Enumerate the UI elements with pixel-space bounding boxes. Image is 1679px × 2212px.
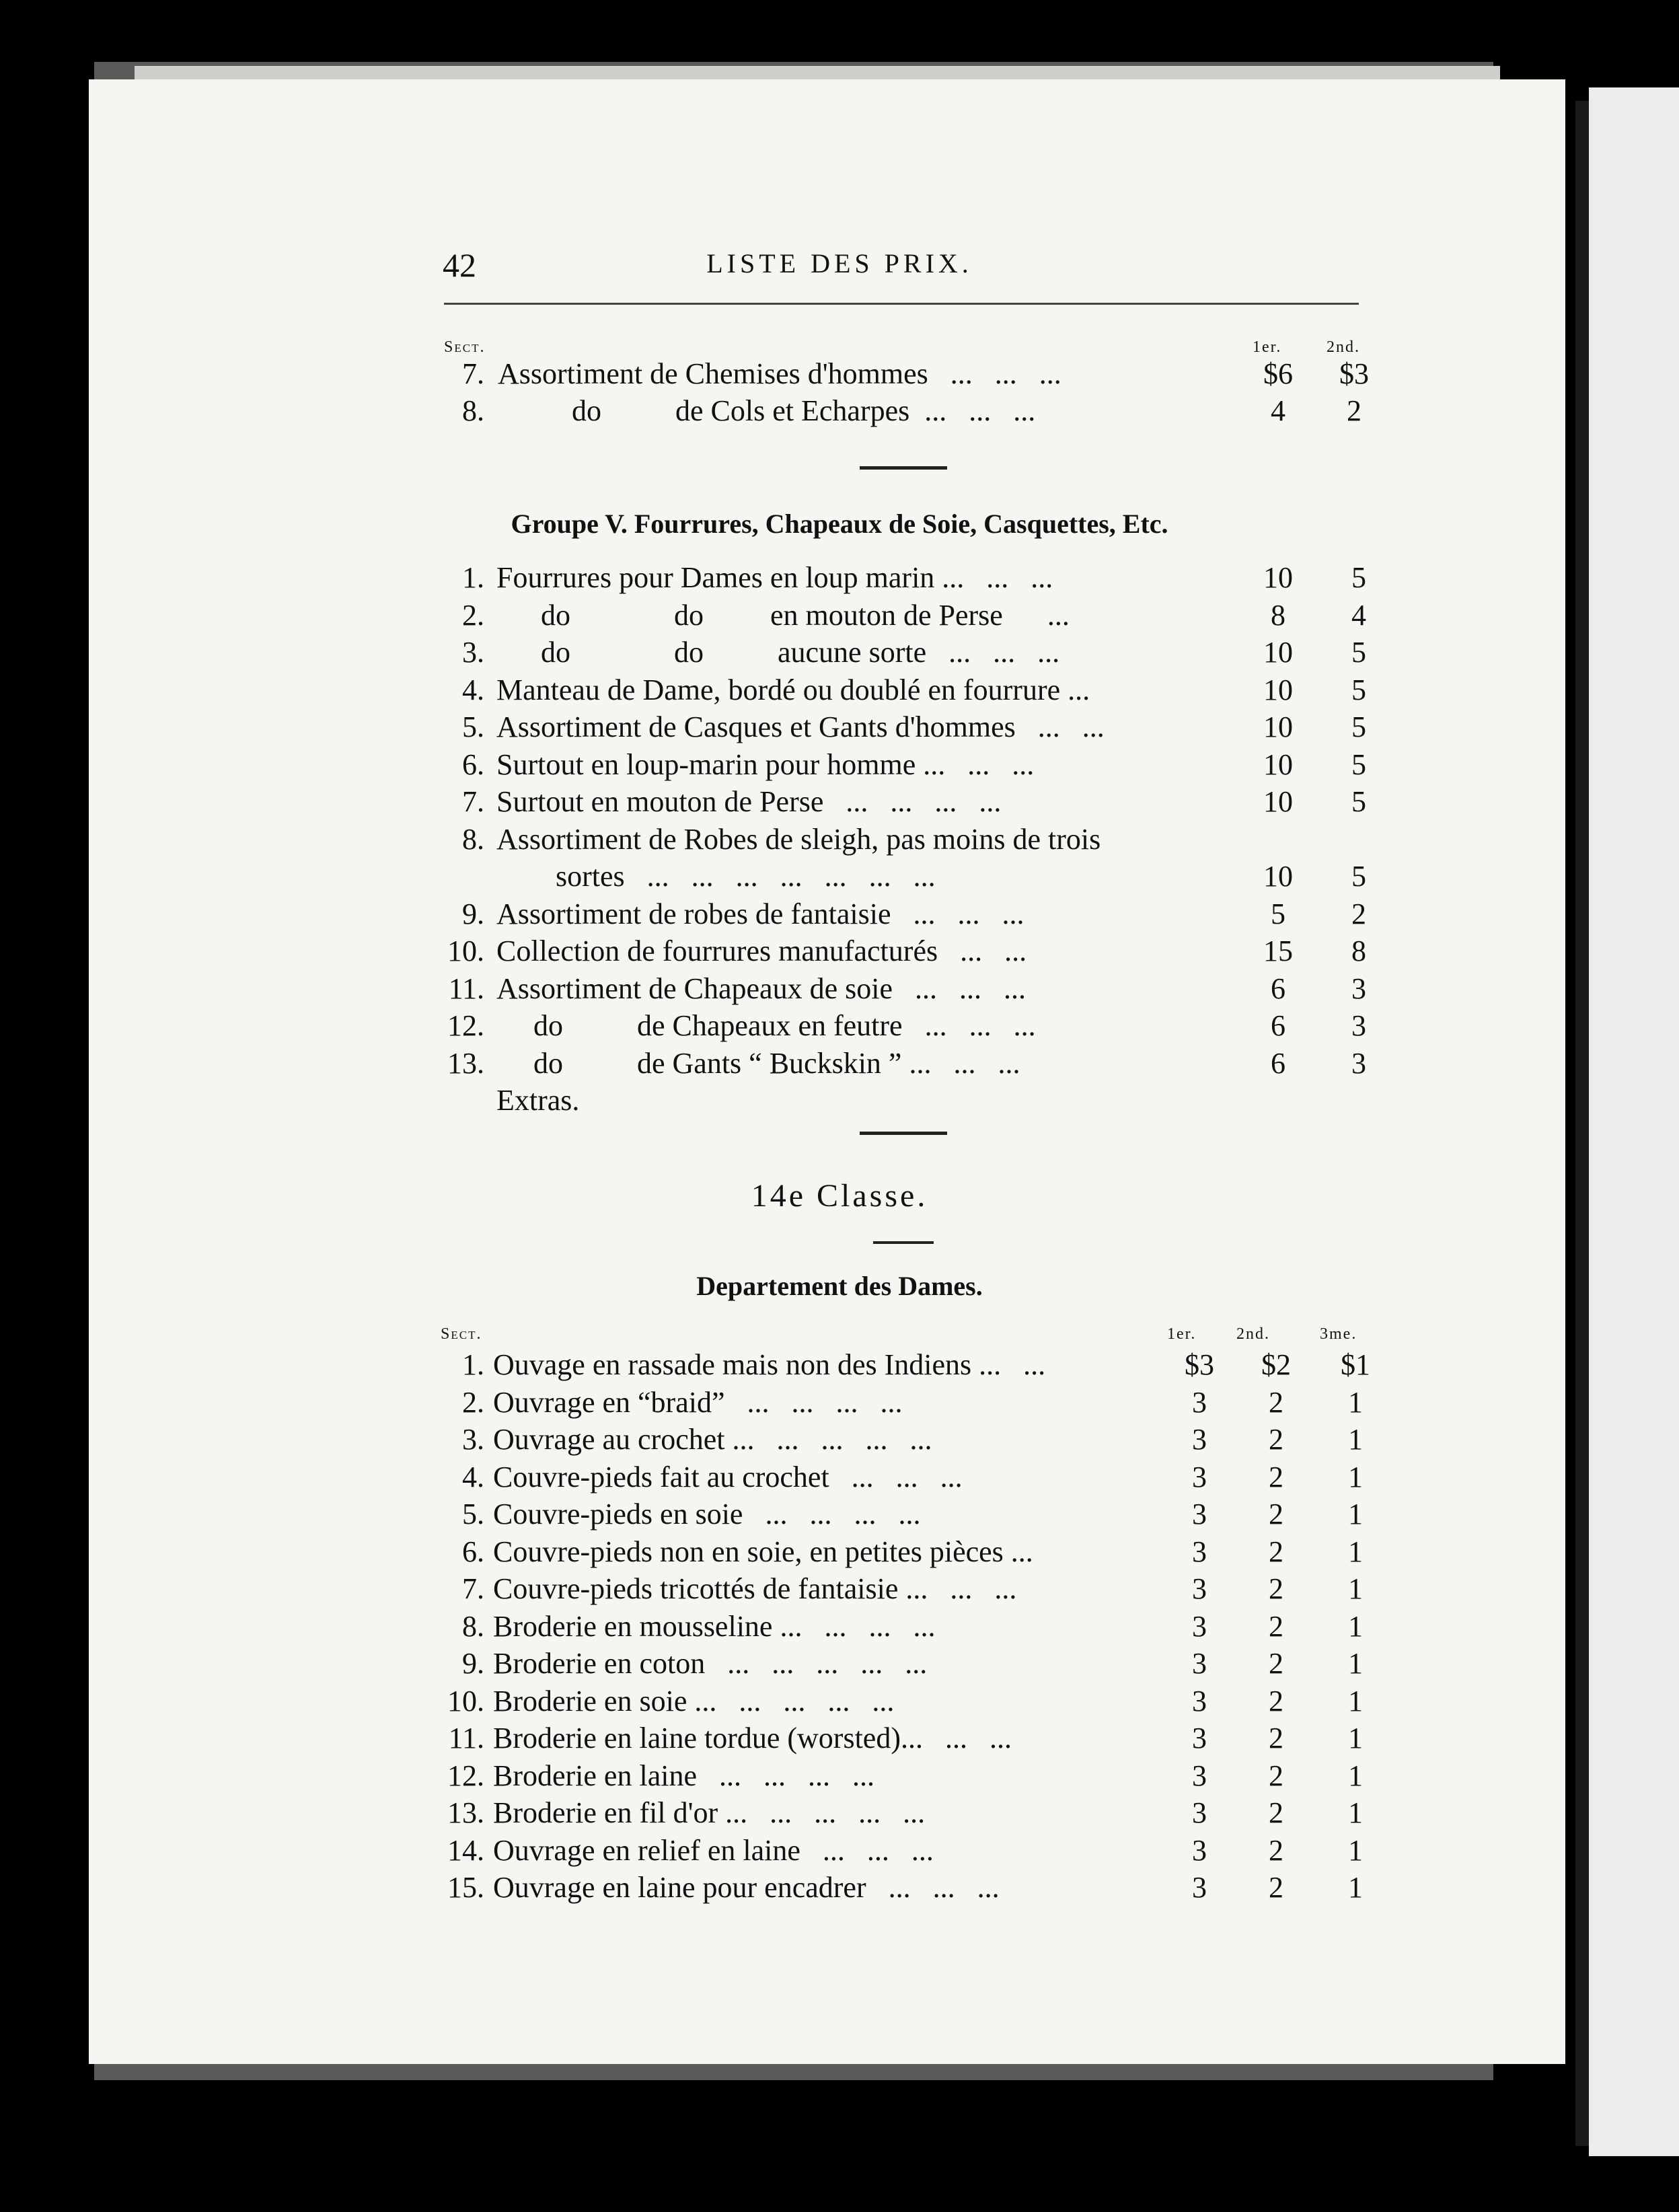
section-rule: [873, 1241, 934, 1244]
first-prize: 3: [1192, 1722, 1207, 1755]
table-row: [0, 1083, 1679, 1121]
third-prize: 1: [1348, 1498, 1363, 1531]
row-description: Ouvrage au crochet ... ... ... ... ...: [493, 1423, 932, 1456]
row-description: Broderie en laine ... ... ... ...: [493, 1759, 874, 1792]
first-prize: $6: [1263, 357, 1293, 390]
row-number: 9.: [462, 1647, 484, 1680]
second-prize: $3: [1339, 357, 1369, 390]
row-description: Fourrures pour Dames en loup marin ... ... ...: [496, 561, 1053, 594]
header-rule: [444, 303, 1359, 305]
second-prize: 2: [1351, 897, 1366, 930]
first-prize: 3: [1192, 1759, 1207, 1792]
row-number: 6.: [462, 747, 484, 781]
table-row: [0, 598, 1679, 636]
first-prize: 3: [1192, 1460, 1207, 1494]
row-description: Broderie en fil d'or ... ... ... ... ...: [493, 1796, 926, 1829]
second-prize: 2: [1269, 1423, 1283, 1456]
row-number: 14.: [447, 1833, 484, 1867]
table-row: [0, 1796, 1679, 1833]
row-description: Assortiment de Chemises d'hommes ... ... ...: [498, 357, 1061, 390]
col-first-header: 1er.: [1253, 338, 1282, 356]
table-row: [0, 1646, 1679, 1684]
second-prize: 2: [1269, 1759, 1283, 1792]
first-prize: 3: [1192, 1684, 1207, 1718]
table-row: [0, 1348, 1679, 1385]
table-row: [0, 897, 1679, 934]
row-number: 4.: [462, 1460, 484, 1494]
first-prize: 8: [1271, 598, 1285, 632]
second-prize: 2: [1269, 1535, 1283, 1568]
table-row: [0, 1684, 1679, 1722]
row-number: 5.: [462, 710, 484, 743]
second-prize: 3: [1351, 1009, 1366, 1042]
table-row: [0, 1609, 1679, 1647]
first-prize: 3: [1192, 1871, 1207, 1904]
scan-border: [0, 2156, 1679, 2212]
row-number: 15.: [447, 1871, 484, 1904]
row-description: Couvre-pieds fait au crochet ... ... ...: [493, 1460, 963, 1494]
row-description: Assortiment de Robes de sleigh, pas moins de trois: [496, 822, 1101, 856]
first-prize: 10: [1263, 636, 1293, 669]
row-number: 7.: [462, 785, 484, 818]
third-prize: $1: [1341, 1348, 1370, 1381]
second-prize: 2: [1269, 1833, 1283, 1867]
second-prize: 2: [1269, 1498, 1283, 1531]
first-prize: 5: [1271, 897, 1285, 930]
row-number: 7.: [462, 1572, 484, 1605]
first-prize: 3: [1192, 1572, 1207, 1605]
first-prize: 10: [1263, 561, 1293, 594]
row-number: 12.: [447, 1009, 484, 1042]
second-prize: 2: [1269, 1647, 1283, 1680]
row-description: Collection de fourrures manufacturés ... ...: [496, 934, 1027, 967]
page-title: LISTE DES PRIX.: [706, 248, 973, 279]
row-description: Ouvrage en relief en laine ... ... ...: [493, 1833, 934, 1867]
row-description: Ouvage en rassade mais non des Indiens ... ...: [493, 1348, 1046, 1381]
first-prize: 15: [1263, 934, 1293, 967]
third-prize: 1: [1348, 1722, 1363, 1755]
table-row: [0, 934, 1679, 971]
row-description: do do en mouton de Perse ...: [496, 598, 1070, 632]
table-row: [0, 1497, 1679, 1535]
row-description: Couvre-pieds non en soie, en petites pièces ...: [493, 1535, 1033, 1568]
col-second-header: 2nd.: [1236, 1325, 1270, 1343]
first-prize: 10: [1263, 710, 1293, 743]
col-third-header: 3me.: [1320, 1325, 1357, 1343]
third-prize: 1: [1348, 1572, 1363, 1605]
table-row: [0, 822, 1679, 860]
row-description: Broderie en mousseline ... ... ... ...: [493, 1609, 936, 1643]
row-description: do do aucune sorte ... ... ...: [496, 636, 1060, 669]
first-prize: 3: [1192, 1647, 1207, 1680]
first-prize: 10: [1263, 860, 1293, 893]
third-prize: 1: [1348, 1460, 1363, 1494]
second-prize: 5: [1351, 561, 1366, 594]
table-row: [0, 1046, 1679, 1084]
second-prize: 2: [1269, 1609, 1283, 1643]
class-title: 14e Classe.: [751, 1178, 928, 1214]
row-number: 12.: [447, 1759, 484, 1792]
row-number: 11.: [448, 971, 484, 1005]
row-number: 3.: [462, 636, 484, 669]
row-number: 2.: [462, 1385, 484, 1419]
sect-header: Sect.: [444, 338, 486, 356]
second-prize: 2: [1269, 1871, 1283, 1904]
row-description: Extras.: [496, 1084, 580, 1117]
third-prize: 1: [1348, 1385, 1363, 1419]
first-prize: 10: [1263, 747, 1293, 781]
col-second-header: 2nd.: [1327, 338, 1360, 356]
row-number: 2.: [462, 598, 484, 632]
row-number: 3.: [462, 1423, 484, 1456]
row-number: 13.: [447, 1046, 484, 1080]
first-prize: 3: [1192, 1498, 1207, 1531]
table-row: [0, 635, 1679, 673]
row-number: 6.: [462, 1535, 484, 1568]
group-title: Groupe V. Fourrures, Chapeaux de Soie, Casquettes, Etc.: [511, 509, 1168, 539]
third-prize: 1: [1348, 1535, 1363, 1568]
table-row: [0, 784, 1679, 822]
row-description: Assortiment de robes de fantaisie ... ... ...: [496, 897, 1024, 930]
row-number: 13.: [447, 1796, 484, 1829]
first-prize: $3: [1185, 1348, 1214, 1381]
second-prize: 5: [1351, 673, 1366, 706]
dept-title: Departement des Dames.: [696, 1271, 983, 1301]
table-row: [0, 1870, 1679, 1908]
table-row: [0, 1759, 1679, 1796]
row-number: 10.: [447, 1684, 484, 1718]
first-prize: 4: [1271, 394, 1285, 427]
row-description: Ouvrage en laine pour encadrer ... ... ...: [493, 1871, 1000, 1904]
table-row: [0, 560, 1679, 598]
table-row: [0, 394, 1679, 431]
second-prize: 8: [1351, 934, 1366, 967]
table-row: [0, 673, 1679, 710]
second-prize: 3: [1351, 971, 1366, 1005]
second-prize: 2: [1269, 1385, 1283, 1419]
sect-header: Sect.: [441, 1325, 482, 1343]
third-prize: 1: [1348, 1647, 1363, 1680]
row-description: Surtout en loup-marin pour homme ... ... ...: [496, 747, 1035, 781]
second-prize: 2: [1269, 1572, 1283, 1605]
row-description: Couvre-pieds tricottés de fantaisie ... ... ...: [493, 1572, 1017, 1605]
row-number: 8.: [462, 822, 484, 856]
row-number: 1.: [462, 561, 484, 594]
second-prize: 5: [1351, 860, 1366, 893]
third-prize: 1: [1348, 1684, 1363, 1718]
table-row: [0, 1535, 1679, 1572]
second-prize: 5: [1351, 785, 1366, 818]
section-rule: [860, 466, 947, 470]
row-description: Assortiment de Chapeaux de soie ... ... ...: [496, 971, 1026, 1005]
page-number: 42: [443, 246, 476, 284]
row-description: do de Gants “ Buckskin ” ... ... ...: [496, 1046, 1020, 1080]
first-prize: 3: [1192, 1423, 1207, 1456]
first-prize: 3: [1192, 1796, 1207, 1829]
second-prize: 2: [1269, 1684, 1283, 1718]
row-description: Couvre-pieds en soie ... ... ... ...: [493, 1498, 921, 1531]
row-number: 10.: [447, 934, 484, 967]
first-prize: 6: [1271, 971, 1285, 1005]
third-prize: 1: [1348, 1871, 1363, 1904]
second-prize: $2: [1261, 1348, 1291, 1381]
row-number: 9.: [462, 897, 484, 930]
table-row: [0, 747, 1679, 785]
row-description: sortes ... ... ... ... ... ... ...: [496, 860, 936, 893]
row-description: Ouvrage en “braid” ... ... ... ...: [493, 1385, 903, 1419]
row-number: 7.: [462, 357, 484, 390]
table-row: [0, 859, 1679, 897]
row-description: Broderie en soie ... ... ... ... ...: [493, 1684, 895, 1718]
second-prize: 2: [1269, 1722, 1283, 1755]
second-prize: 3: [1351, 1046, 1366, 1080]
table-row: [0, 1422, 1679, 1460]
row-description: Broderie en coton ... ... ... ... ...: [493, 1647, 928, 1680]
table-row: [0, 1721, 1679, 1759]
second-prize: 2: [1269, 1460, 1283, 1494]
third-prize: 1: [1348, 1833, 1363, 1867]
second-prize: 2: [1269, 1796, 1283, 1829]
table-row: [0, 971, 1679, 1009]
first-prize: 3: [1192, 1385, 1207, 1419]
section-rule: [860, 1132, 947, 1135]
second-prize: 4: [1351, 598, 1366, 632]
row-number: 1.: [462, 1348, 484, 1381]
row-number: 4.: [462, 673, 484, 706]
table-row: [0, 1460, 1679, 1498]
row-number: 11.: [448, 1722, 484, 1755]
row-description: Manteau de Dame, bordé ou doublé en fourrure ...: [496, 673, 1090, 706]
second-prize: 5: [1351, 747, 1366, 781]
table-row: [0, 1833, 1679, 1871]
row-description: Surtout en mouton de Perse ... ... ... ...: [496, 785, 1002, 818]
second-prize: 5: [1351, 710, 1366, 743]
second-prize: 5: [1351, 636, 1366, 669]
third-prize: 1: [1348, 1423, 1363, 1456]
row-description: do de Chapeaux en feutre ... ... ...: [496, 1009, 1036, 1042]
table-row: [0, 710, 1679, 747]
first-prize: 6: [1271, 1009, 1285, 1042]
third-prize: 1: [1348, 1796, 1363, 1829]
first-prize: 6: [1271, 1046, 1285, 1080]
row-description: Assortiment de Casques et Gants d'hommes ... ...: [496, 710, 1105, 743]
third-prize: 1: [1348, 1759, 1363, 1792]
first-prize: 10: [1263, 673, 1293, 706]
row-number: 5.: [462, 1498, 484, 1531]
first-prize: 10: [1263, 785, 1293, 818]
table-row: [0, 357, 1679, 394]
second-prize: 2: [1347, 394, 1361, 427]
first-prize: 3: [1192, 1833, 1207, 1867]
first-prize: 3: [1192, 1535, 1207, 1568]
third-prize: 1: [1348, 1609, 1363, 1643]
row-number: 8.: [462, 394, 484, 427]
first-prize: 3: [1192, 1609, 1207, 1643]
row-number: 8.: [462, 1609, 484, 1643]
table-row: [0, 1008, 1679, 1046]
table-row: [0, 1572, 1679, 1609]
row-description: do de Cols et Echarpes ... ... ...: [498, 394, 1036, 427]
col-first-header: 1er.: [1167, 1325, 1197, 1343]
row-description: Broderie en laine tordue (worsted)... ... ...: [493, 1722, 1012, 1755]
table-row: [0, 1385, 1679, 1423]
